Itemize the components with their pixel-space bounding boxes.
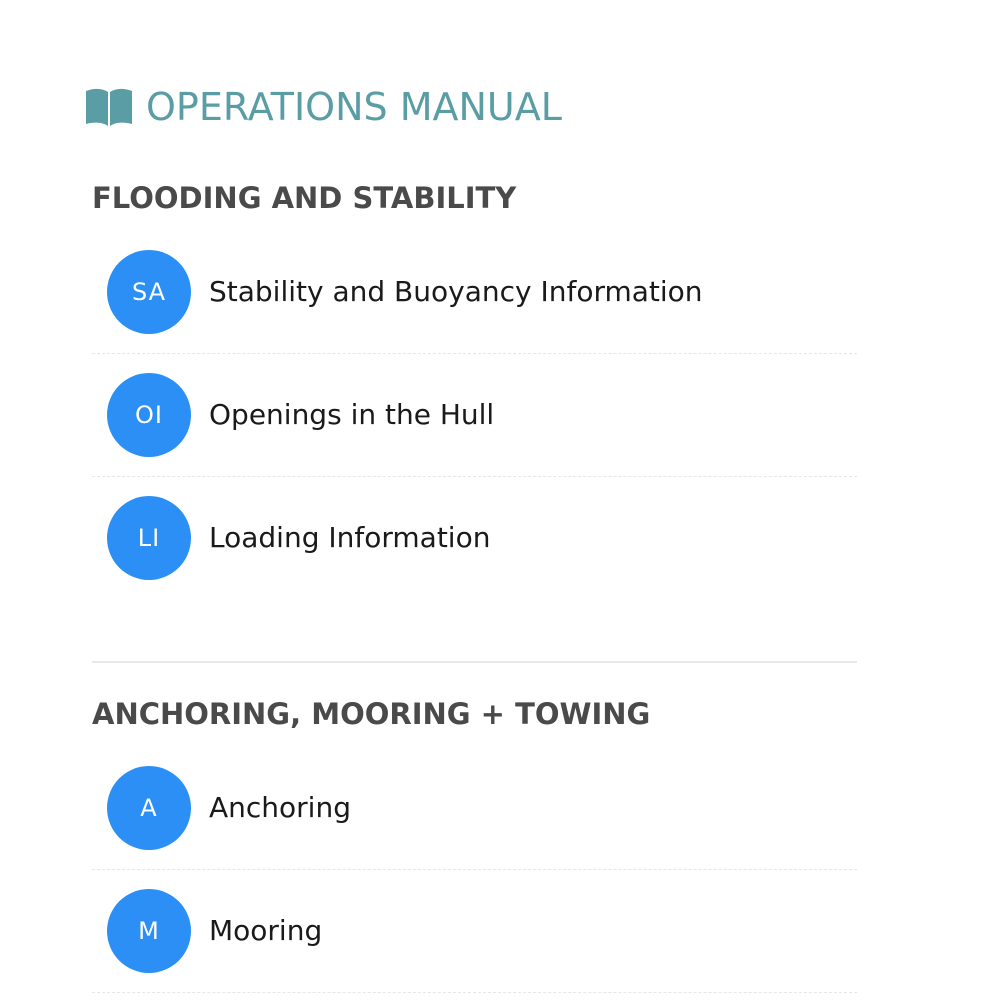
section-divider (92, 661, 857, 663)
manual-header (84, 82, 562, 132)
list-item-label: Mooring (209, 914, 323, 947)
list-item-stability-and-buoyancy[interactable] (92, 231, 857, 354)
list-item-label: Stability and Buoyancy Information (209, 275, 703, 308)
avatar: M (107, 889, 191, 973)
avatar: OI (107, 373, 191, 457)
list-item-anchoring[interactable] (92, 747, 857, 870)
avatar: SA (107, 250, 191, 334)
section-anchoring-mooring-towing (92, 694, 857, 993)
section-title: ANCHORING, MOORING + TOWING (92, 697, 651, 731)
avatar: LI (107, 496, 191, 580)
list-item-label: Anchoring (209, 791, 351, 824)
page-title: OPERATIONS MANUAL (146, 85, 562, 129)
list-item-label: Openings in the Hull (209, 398, 495, 431)
book-open-icon (84, 87, 134, 127)
list-item-mooring[interactable] (92, 870, 857, 993)
section-flooding-and-stability (92, 178, 857, 600)
section-title: FLOODING AND STABILITY (92, 181, 517, 215)
list-item-loading-information[interactable] (92, 477, 857, 600)
avatar: A (107, 766, 191, 850)
list-item-openings-in-the-hull[interactable] (92, 354, 857, 477)
list-item-label: Loading Information (209, 521, 491, 554)
